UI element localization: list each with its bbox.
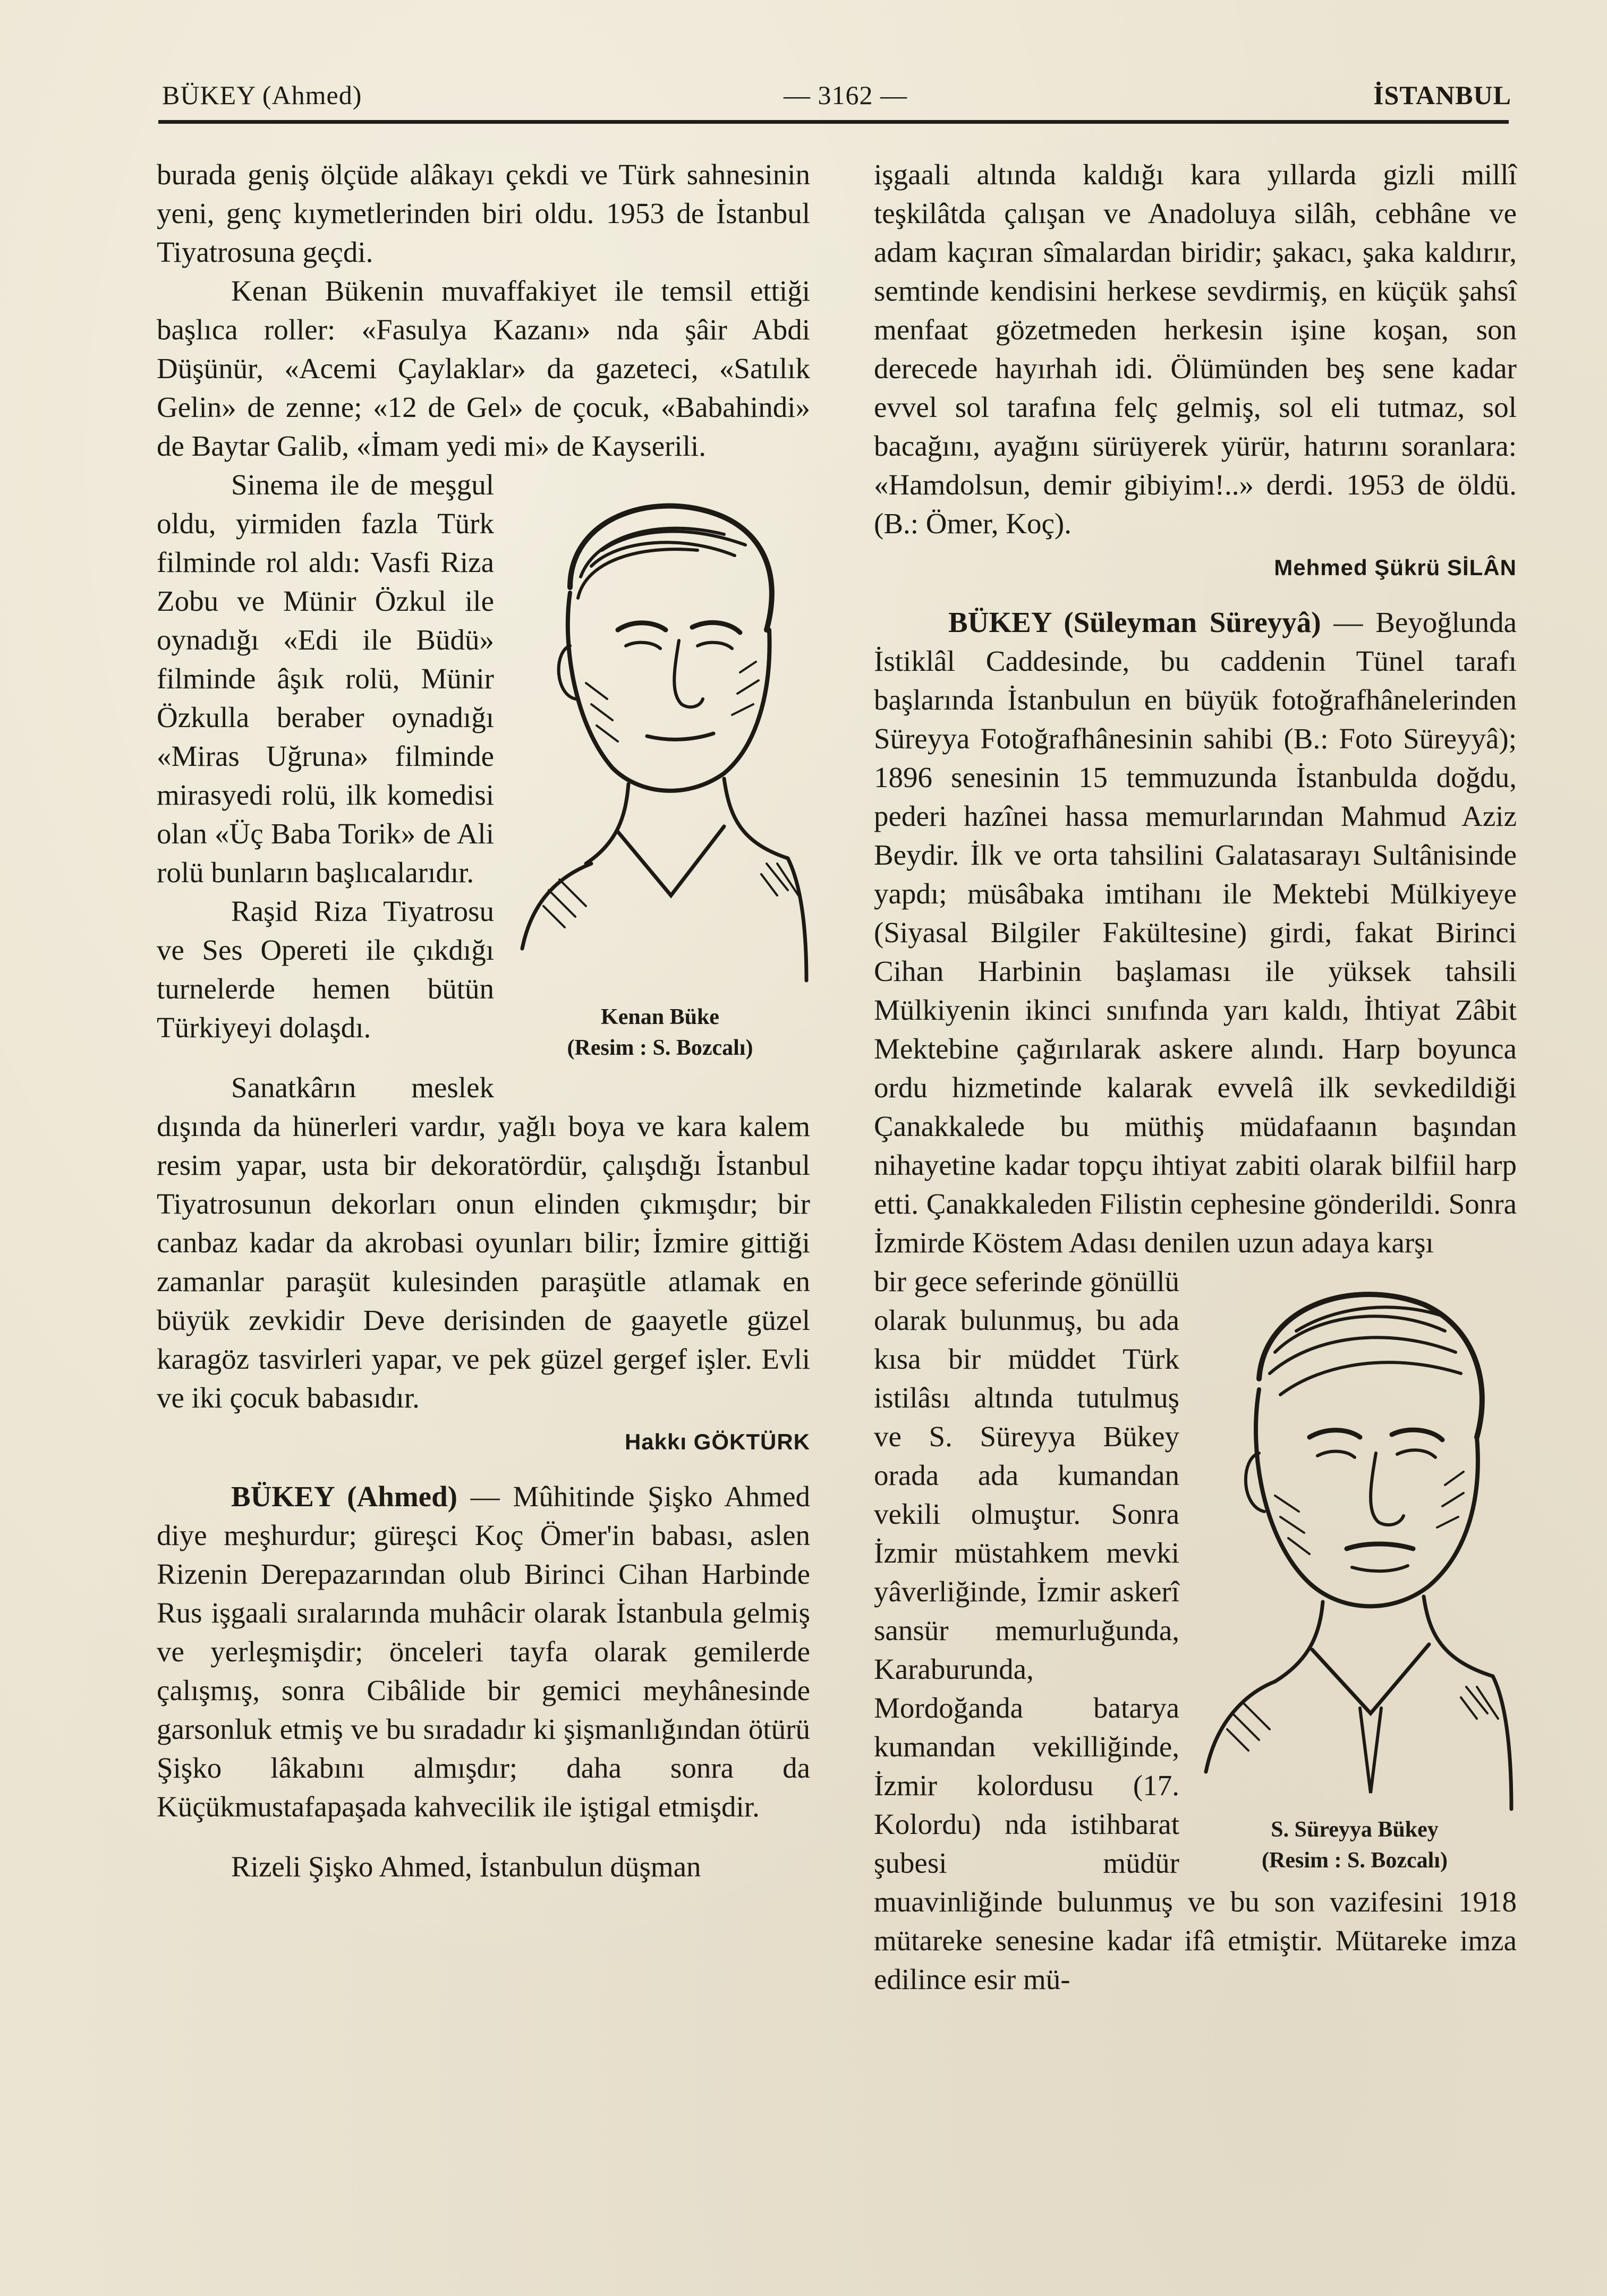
page-header <box>162 80 1511 122</box>
paragraph: Sanatkârın meslek dışında da hünerleri vardır, yağlı boya ve kara kalem resim yapar, usta bir dekoratördür, çalışdığı İstanbul Tiyatrosunun dekorları onun elinden çıkmışdır; bir canbaz kadar da akrobasi oyunları bilir; İzmire gittiği zamanlar paraşüt kulesinden paraşütle atlamak en büyük zevkidir Deve derisinden de gaayetle güzel karagöz tasvirleri yapar, ve pek güzel gergef işler. Evli ve iki çocuk babasıdır. <box>157 1071 810 1414</box>
left-column <box>157 155 810 1886</box>
header-rule <box>158 120 1509 124</box>
paragraph: Kenan Bükenin muvaffakiyet ile temsil ettiği başlıca roller: «Fasulya Kazanı» nda şâir Abdi Düşünür, «Acemi Çaylaklar» da gazeteci, «Satılık Gelin» de zenne; «12 de Gel» de çocuk, «Babahindi» de Baytar Galib, «İmam yedi mi» de Kayserili. <box>157 275 810 462</box>
header-entry-name: BÜKEY (Ahmed) <box>162 80 362 110</box>
sureyya-bukey-portrait <box>1193 1262 1517 1814</box>
entry-title: BÜKEY (Süleyman Süreyyâ) <box>948 606 1321 638</box>
right-column <box>874 155 1517 1999</box>
portrait-figure <box>1193 1262 1517 1876</box>
page-number: — 3162 — <box>784 80 907 110</box>
paragraph: işgaali altında kaldığı kara yıllarda gizli millî teşkilâtda çalışan ve Anadoluya silâh, cebhâne ve adam kaçıran sîmalardan biridir; şakacı, şaka kaldırır, semtinde kendisini herkese sevdirmiş, en küçük şahsî menfaat gözetmeden herkesin işine koşan, son derecede hayırhah idi. Ölümünden beş sene kadar evvel sol tarafına felç gelmiş, sol eli tutmaz, sol bacağını, ayağını sürüyerek yürür, hatırını soranlara: «Hamdolsun, demir gibiyim!..» derdi. 1953 de öldü. (B.: Ömer, Koç). <box>874 158 1517 540</box>
paragraph: Rizeli Şişko Ahmed, İstanbulun düşman <box>231 1850 701 1883</box>
entry-paragraph <box>157 1477 810 1826</box>
header-city: İSTANBUL <box>1373 80 1511 110</box>
author-signature: Hakkı GÖKTÜRK <box>624 1429 810 1454</box>
entry-text: — Mûhitinde Şişko Ahmed diye meşhurdur; güreşci Koç Ömer'in babası, aslen Rizenin Derepazarından olub Birinci Cihan Harbinde Rus işgaali sıralarında muhâcir olarak İstanbula gelmiş ve yerleşmişdir; önceleri tayfa olarak gemilerde çalışmış, sonra Cibâlide bir gemici meyhânesinde garsonluk etmiş ve bu sıradadır ki şişmanlığından ötürü Şişko lâkabını almışdır; daha sonra da Küçükmustafapaşada kahvecilik ile iştigal etmişdir. <box>157 1480 810 1823</box>
author-signature: Mehmed Şükrü SİLÂN <box>1274 555 1517 580</box>
paragraph: burada geniş ölçüde alâkayı çekdi ve Türk sahnesinin yeni, genç kıymetlerinden biri oldu. 1953 de İstanbul Tiyatrosuna geçdi. <box>157 158 810 268</box>
paragraph: Raşid Riza Tiyatrosu ve Ses Opereti ile çıkdığı turnelerde hemen bütün Türkiyeyi dolaşdı. <box>157 895 494 1044</box>
portrait-caption-name: S. Süreyya Bükey <box>1271 1817 1439 1842</box>
paragraph: bir gece seferinde gönüllü olarak bulunmuş, bu ada kısa bir müddet Türk istilâsı altında tutulmuş ve S. Süreyya Bükey orada ada kumandan vekili olmuştur. Sonra İzmir müstahkem mevki yâverliğinde, İzmir askerî sansür memurluğunda, Karaburunda, Mordoğanda batarya kumandan vekilliğinde, İzmir kolordusu (17. Kolordu) nda istihbarat şubesi müdür muavinliğinde bulunmuş ve bu son vazifesini 1918 mütareke senesine kadar ifâ etmiştir. Mütareke imza edilince esir mü- <box>874 1265 1517 1995</box>
portrait-caption-credit: (Resim : S. Bozcalı) <box>1262 1848 1448 1873</box>
portrait-caption-name: Kenan Büke <box>601 1005 719 1029</box>
entry-title: BÜKEY (Ahmed) <box>231 1480 457 1513</box>
kenan-buke-portrait <box>510 471 810 1002</box>
entry-text: — Beyoğlunda İstiklâl Caddesinde, bu caddenin Tünel tarafı başlarında İstanbulun en büyük fotoğrafhânelerinden Süreyya Fotoğrafhânesinin sahibi (B.: Foto Süreyyâ); 1896 senesinin 15 temmuzunda İstanbulda doğdu, pederi hazînei hassa memurlarından Mahmud Aziz Beydir. İlk ve orta tahsilini Galatasarayı Sultânisinde yapdı; müsâbaka imtihanı ile Mektebi Mülkiyeye (Siyasal Bilgiler Fakültesine) girdi, fakat Birinci Cihan Harbinin başlaması ile yüksek tahsili Mülkiyenin ikinci sınıfında yarı kaldı, İhtiyat Zâbit Mektebine çağırılarak askere alındı. Harp boyunca ordu hizmetinde kalarak evvelâ ilk sevkedildiği Çanakkalede bu müthiş müdafaanın başından nihayetine kadar topçu ihtiyat zabiti olarak bilfiil harp etti. Çanakkaleden Filistin cephesine gönderildi. Sonra İzmirde Köstem Adası denilen uzun adaya karşı <box>874 606 1517 1259</box>
portrait-caption-credit: (Resim : S. Bozcalı) <box>567 1036 753 1060</box>
entry-paragraph <box>874 603 1517 1262</box>
portrait-figure <box>510 471 810 1063</box>
paragraph: Sinema ile de meşgul oldu, yirmiden fazla Türk filminde rol aldı: Vasfi Riza Zobu ve Münir Özkul ile oynadığı «Edi ile Büdü» filminde âşık rolü, Münir Özkulla beraber oynadığı «Miras Uğruna» filminde mirasyedi rolü, ilk komedisi olan «Üç Baba Torik» de Ali rolü bunların başlıcalarıdır. <box>157 468 494 889</box>
